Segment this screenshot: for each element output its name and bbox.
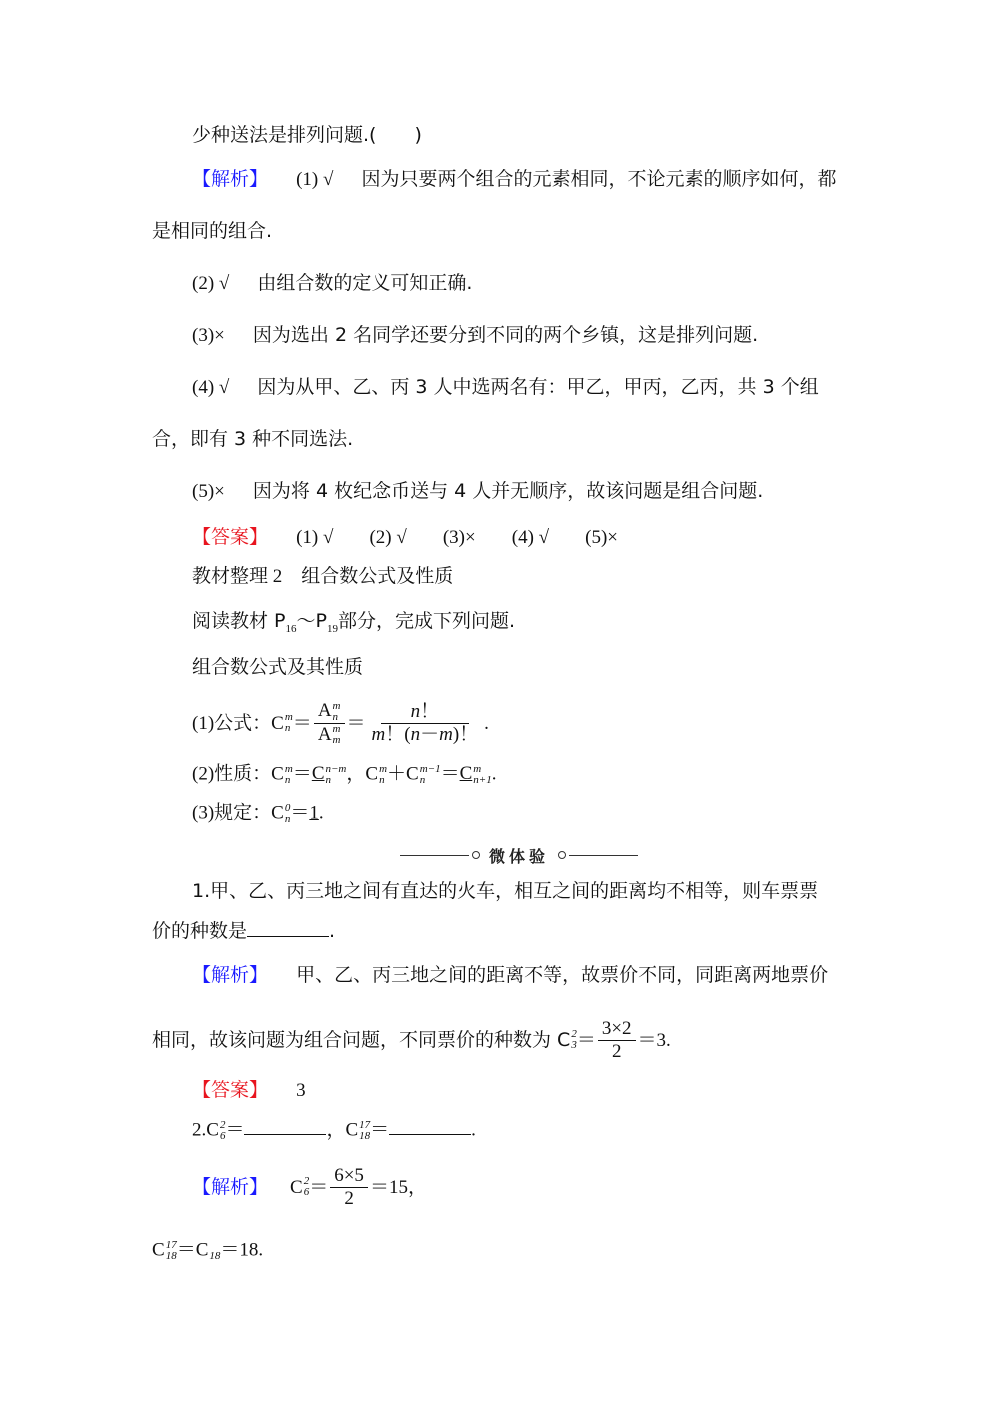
mark: (1) √ — [296, 169, 334, 190]
section-divider — [400, 845, 638, 865]
text: 因为只要两个组合的元素相同，不论元素的顺序如何，都 — [361, 168, 837, 190]
divider-label: 微体验 — [489, 846, 550, 866]
text: 部分，完成下列问题. — [337, 610, 516, 632]
answer-blank — [247, 935, 329, 937]
answer-line — [192, 528, 618, 547]
formula-1: (1)公式： C m n ＝ A m n A m m ＝ $\frac{n!}{m!(n-m)!}$ . — [192, 699, 489, 747]
answer: (2) √ — [369, 527, 407, 548]
analysis-item-3 — [192, 326, 758, 345]
circle-icon — [472, 851, 480, 859]
question-1: 1.甲、乙、丙三地之间有直达的火车，相互之间的距离均不相等，则车票票 — [192, 880, 819, 902]
reading-instruction — [192, 612, 515, 635]
analysis-item-2 — [192, 274, 472, 293]
label: (3)规定： — [192, 802, 272, 824]
text: 因为选出 2 名同学还要分到不同的两个乡镇，这是排列问题. — [252, 324, 759, 346]
analysis-tag: 【解析】 — [192, 168, 269, 190]
answer-blank — [389, 1133, 471, 1135]
label: (2)性质： — [192, 763, 272, 785]
text: 阅读教材 P — [192, 610, 286, 632]
question-2-analysis: 【解析】 C 2 6 ＝ $\frac{6\times 5}{2}$ ＝ 15 ， — [192, 1165, 427, 1209]
line-1: 少种送法是排列问题.( ) — [192, 124, 422, 146]
answer-tag: 【答案】 — [192, 526, 269, 548]
question-2: 2.C 2 6 ＝ ，C 17 18 ＝ . — [192, 1119, 476, 1142]
question-1-answer — [192, 1081, 306, 1100]
text: 甲、乙、丙三地之间的距离不等，故票价不同，同距离两地票价 — [296, 964, 829, 986]
question-2-analysis-cont: C 17 18 ＝C 18 ＝18. — [152, 1239, 264, 1262]
page: 19 — [326, 622, 338, 635]
formula-3: (3)规定：C 0 n ＝1. — [192, 802, 324, 825]
answer-tag: 【答案】 — [192, 1079, 269, 1101]
analysis-item-1 — [192, 170, 836, 189]
text: 因为将 4 枚纪念币送与 4 人并无顺序，故该问题是组合问题. — [252, 480, 764, 502]
answer: 3 — [296, 1080, 306, 1101]
question-1-cont: 价的种数是 . — [152, 920, 336, 942]
mark: (5)× — [192, 481, 225, 502]
circle-icon — [558, 851, 566, 859]
answer: (3)× — [442, 527, 476, 548]
analysis-item-4-cont: 合，即有 3 种不同选法. — [152, 428, 354, 450]
analysis-item-1-cont: 是相同的组合. — [152, 220, 273, 242]
answer: (4) √ — [511, 527, 550, 548]
label: (1)公式： — [192, 712, 272, 734]
mark: (3)× — [192, 325, 225, 346]
text: 由组合数的定义可知正确. — [257, 272, 473, 294]
mark: (2) √ — [192, 273, 230, 294]
question-1-analysis-cont: 相同，故该问题为组合问题，不同票价的种数为 C 2 3 ＝ $\frac{3\times 2}{2}$ ＝3. — [152, 1018, 671, 1062]
analysis-tag: 【解析】 — [192, 964, 269, 986]
text: ～P — [296, 610, 327, 632]
answer-blank — [244, 1133, 326, 1135]
text: 相同，故该问题为组合问题，不同票价的种数为 C — [152, 1028, 571, 1051]
page: 16 — [285, 622, 297, 635]
analysis-item-4 — [192, 378, 819, 397]
formula-2: (2)性质：C m n ＝C n−m n ，C m n ＋C m−1 n ＝C m n+1 . — [192, 763, 497, 786]
section-title: 教材整理 2 组合数公式及性质 — [192, 566, 454, 587]
value: 15 — [388, 1176, 408, 1198]
question-1-analysis — [192, 966, 828, 985]
text: 2.C — [192, 1119, 219, 1141]
answer: (5)× — [585, 527, 619, 548]
mark: (4) √ — [192, 377, 230, 398]
text: 价的种数是 — [152, 920, 248, 942]
analysis-tag: 【解析】 — [192, 1175, 269, 1198]
answer: (1) √ — [296, 527, 334, 548]
text: 因为从甲、乙、丙 3 人中选两名有：甲乙，甲丙，乙丙，共 3 个组 — [257, 376, 819, 398]
value: 18 — [239, 1239, 259, 1261]
subsection-title: 组合数公式及其性质 — [192, 656, 364, 678]
analysis-item-5 — [192, 482, 763, 501]
